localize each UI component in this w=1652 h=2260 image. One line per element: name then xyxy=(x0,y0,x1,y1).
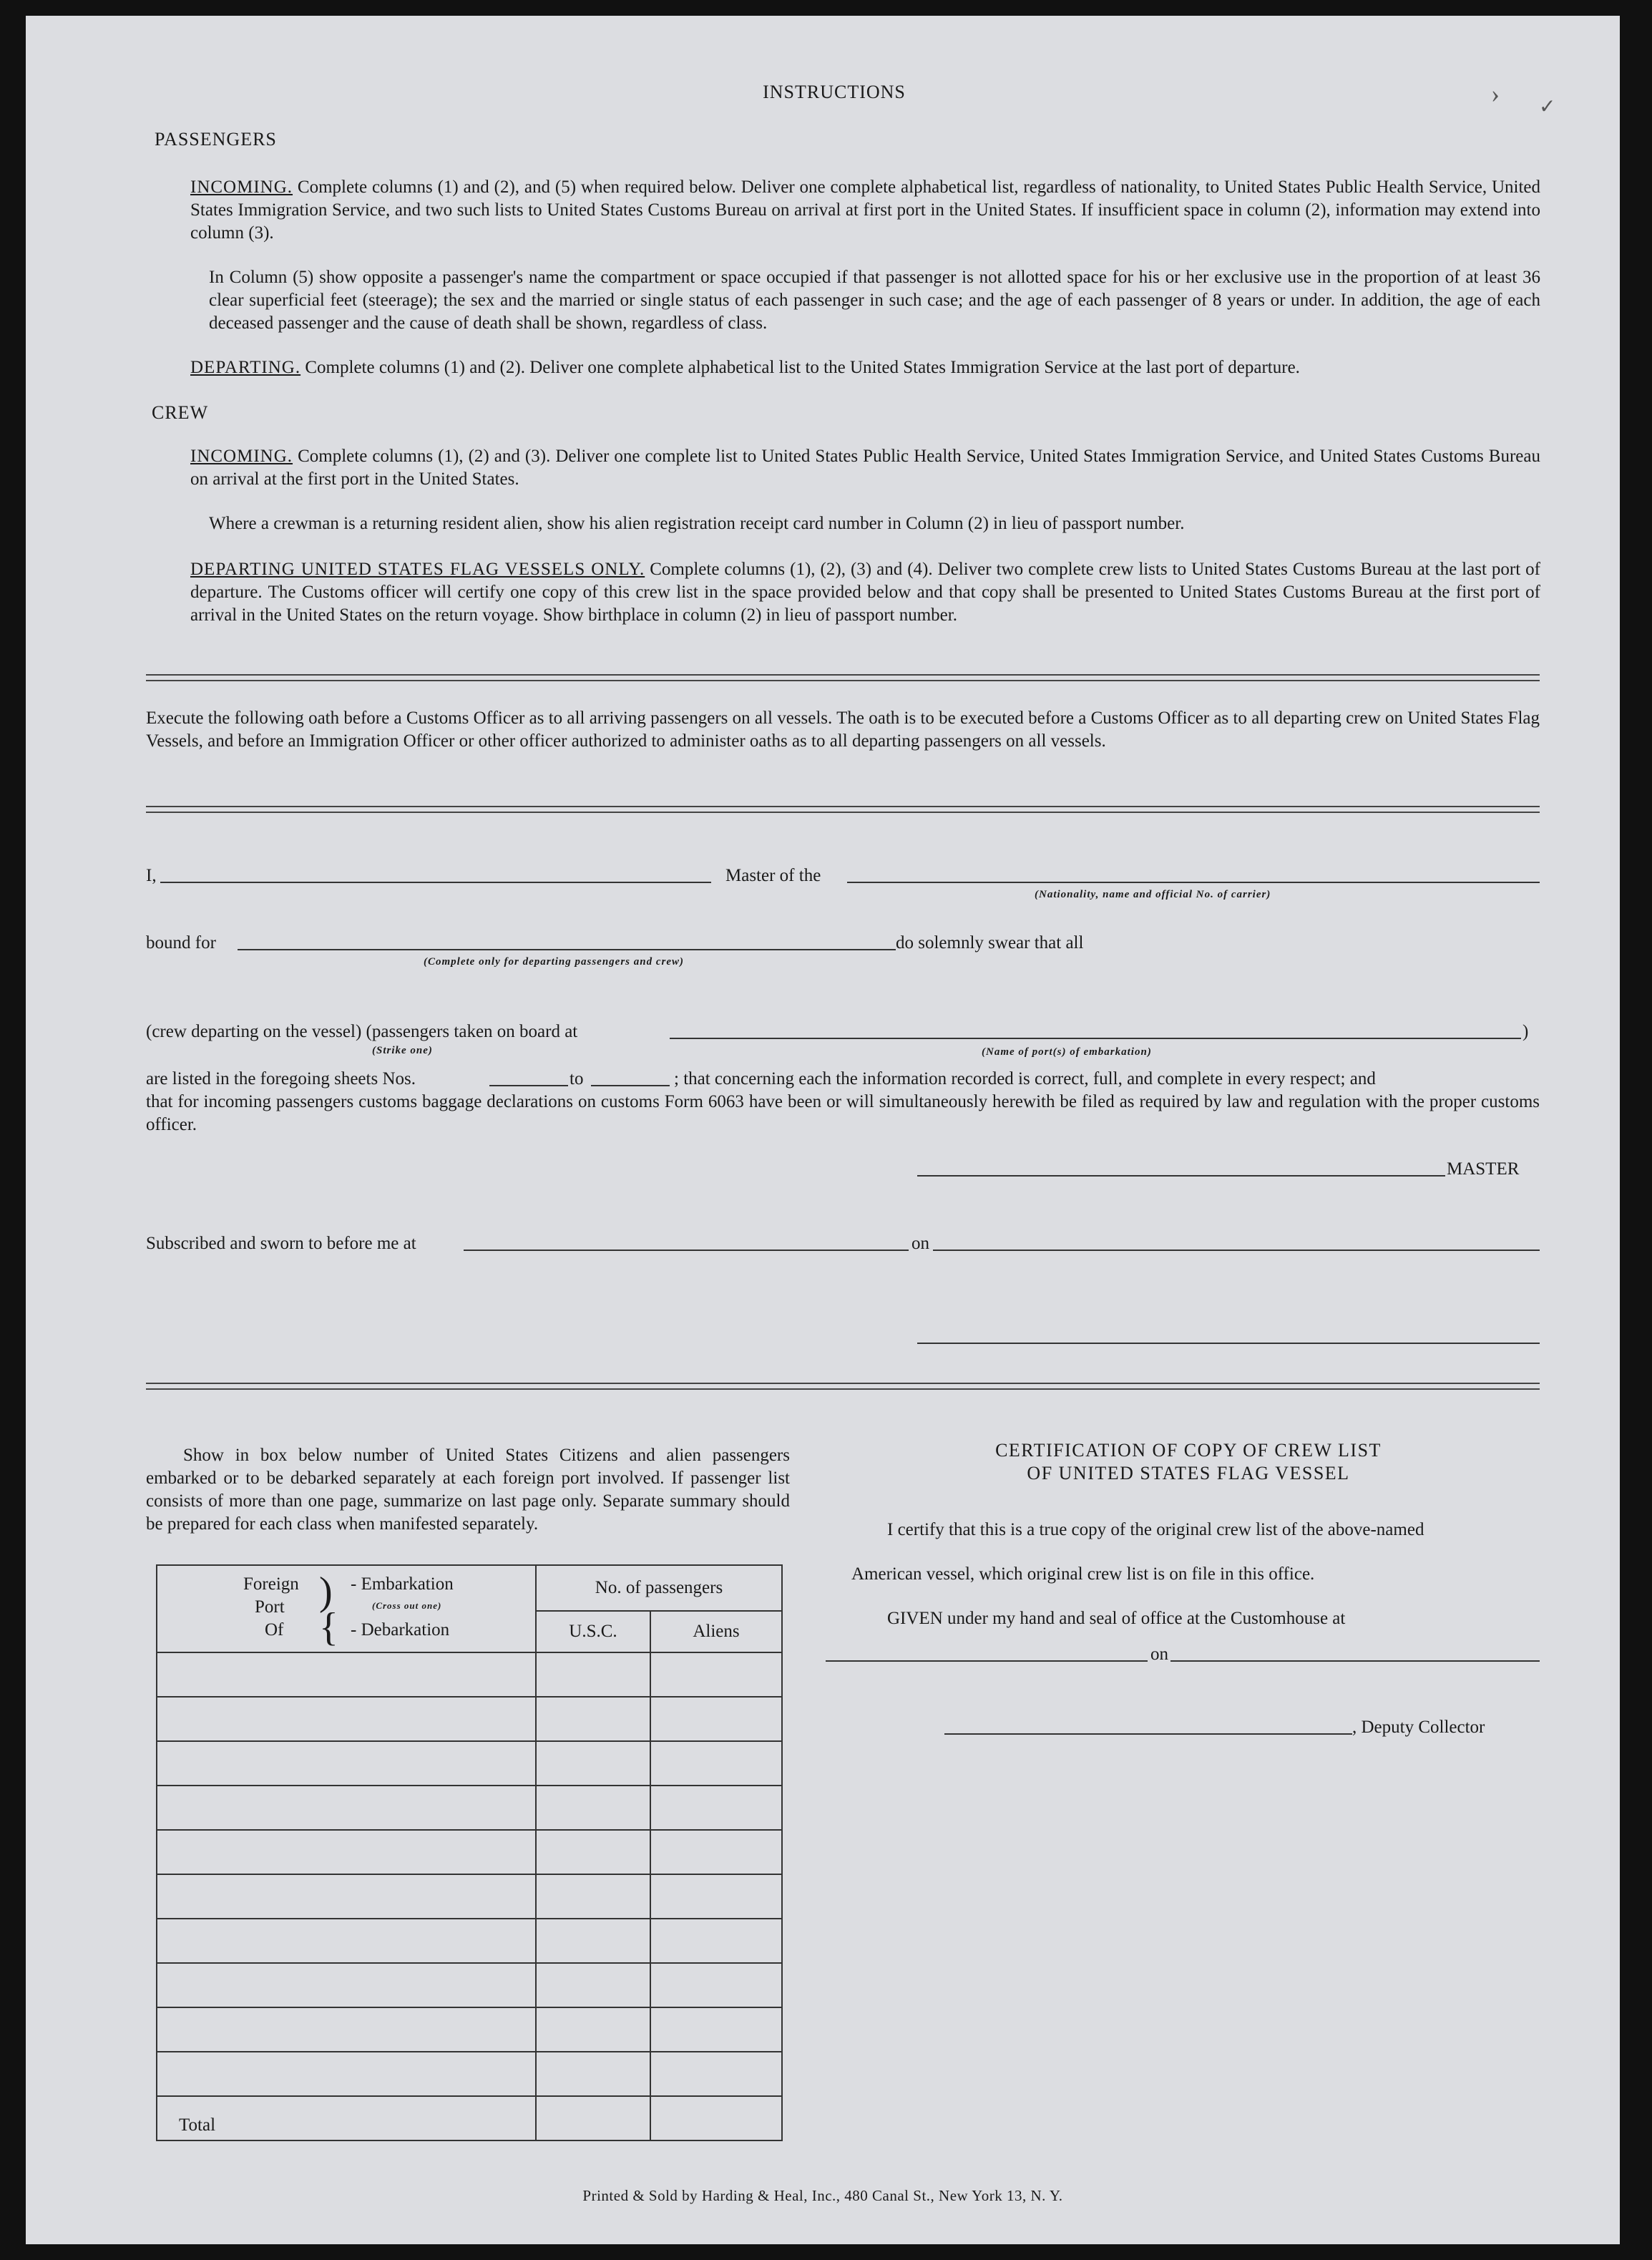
usc-cell[interactable] xyxy=(536,1830,650,1874)
deputy-signature-field[interactable] xyxy=(944,1733,1352,1735)
table-row xyxy=(157,1919,782,1963)
usc-header: U.S.C. xyxy=(536,1611,650,1652)
crew-departing-text: Complete columns (1), (2), (3) and (4). Deliver two complete crew lists to United States Customs Bureau at the last port of departure. The Customs officer will certify one copy of this crew list in the space provided below and that copy shall be presented to United States Customs Bureau at the first port of arrival in the United States on the return voyage. Show birthplace in column (2) in lieu of passport number. xyxy=(190,560,1540,625)
brace-upper: ) xyxy=(319,1569,333,1614)
master-label: MASTER xyxy=(1447,1159,1520,1179)
certify-line-1: I certify that this is a true copy of the original crew list of the above-named xyxy=(887,1520,1424,1539)
port-cell[interactable] xyxy=(157,1786,536,1830)
aliens-cell[interactable] xyxy=(650,1874,782,1919)
table-row xyxy=(157,1874,782,1919)
aliens-cell[interactable] xyxy=(650,1652,782,1697)
port-cell[interactable] xyxy=(157,1963,536,2007)
usc-cell[interactable] xyxy=(536,1741,650,1786)
port-cell[interactable] xyxy=(157,1652,536,1697)
oath-divider xyxy=(146,806,1540,813)
usc-total-cell[interactable] xyxy=(536,2096,650,2140)
customhouse-field[interactable] xyxy=(826,1660,1148,1662)
port-cell[interactable] xyxy=(157,1919,536,1963)
subscribed-date-field[interactable] xyxy=(933,1250,1540,1251)
listed-label: are listed in the foregoing sheets Nos. xyxy=(146,1069,416,1088)
check-mark: ✓ xyxy=(1539,96,1556,118)
port-cell[interactable] xyxy=(157,1874,536,1919)
port-caption: (Name of port(s) of embarkation) xyxy=(982,1046,1152,1058)
total-label: Total xyxy=(157,2096,536,2140)
aliens-total-cell[interactable] xyxy=(650,2096,782,2140)
master-of-label: Master of the xyxy=(725,866,821,885)
certification-title-2: OF UNITED STATES FLAG VESSEL xyxy=(1027,1463,1350,1484)
summary-instructions: Show in box below number of United States Citizens and alien passengers embarked or to be debarked separately at each foreign port involved. If passenger list consists of more than one page, summarize on last page only. Separate summary should be prepared for each class when manifested separately. xyxy=(146,1446,790,1534)
swear-label: do solemnly swear that all xyxy=(896,933,1084,953)
form-sheet xyxy=(26,16,1620,2244)
aliens-cell[interactable] xyxy=(650,1919,782,1963)
deputy-collector-label: , Deputy Collector xyxy=(1352,1718,1485,1737)
officer-signature-field[interactable] xyxy=(917,1343,1540,1344)
bound-caption: (Complete only for departing passengers and crew) xyxy=(424,956,684,968)
sheet-from-field[interactable] xyxy=(489,1085,568,1086)
aliens-cell[interactable] xyxy=(650,2052,782,2096)
aliens-cell[interactable] xyxy=(650,2007,782,2052)
crew-incoming-label: INCOMING. xyxy=(190,447,293,466)
col-foreign: Foreign xyxy=(243,1574,299,1594)
close-paren: ) xyxy=(1523,1022,1529,1041)
sheet-to-field[interactable] xyxy=(591,1085,670,1086)
aliens-cell[interactable] xyxy=(650,1830,782,1874)
passenger-summary-table xyxy=(156,1564,783,2141)
subscribed-place-field[interactable] xyxy=(464,1250,909,1251)
brace-lower: { xyxy=(319,1605,338,1650)
certification-title-1: CERTIFICATION OF COPY OF CREW LIST xyxy=(995,1440,1382,1461)
crew-departing-label: (crew departing on the vessel) (passengers taken on board at xyxy=(146,1022,578,1041)
listed-text-part1: ; that concerning each the information recorded is correct, full, and complete in every respect; and xyxy=(674,1069,1376,1088)
port-cell[interactable] xyxy=(157,1741,536,1786)
passengers-column5-paragraph: In Column (5) show opposite a passenger's name the compartment or space occupied if that passenger is not allotted space for his or her exclusive use in the proportion of at least 36 clear superficial feet (steerage); the sex and the married or single status of each passenger in such case; and the age of each passenger of 8 years or under. In addition, the age of each deceased passenger and the cause of death shall be shown, regardless of class. xyxy=(209,268,1540,333)
col-of: Of xyxy=(265,1620,284,1640)
aliens-cell[interactable] xyxy=(650,1741,782,1786)
certify-line-2: American vessel, which original crew list is on file in this office. xyxy=(851,1564,1315,1584)
debarkation-label: - Debarkation xyxy=(351,1620,450,1640)
table-row xyxy=(157,1697,782,1741)
given-line: GIVEN under my hand and seal of office at the Customhouse at xyxy=(887,1609,1346,1628)
listed-text-part2: that for incoming passengers customs baggage declarations on customs Form 6063 have been or will simultaneously herewith be filed as required by law and regulation with the proper customs officer. xyxy=(146,1092,1540,1134)
cert-on-label: on xyxy=(1150,1645,1168,1664)
passengers-incoming-paragraph xyxy=(190,176,1540,245)
cert-date-field[interactable] xyxy=(1170,1660,1540,1662)
table-row xyxy=(157,1741,782,1786)
aliens-header: Aliens xyxy=(650,1611,782,1652)
master-name-field[interactable] xyxy=(160,882,711,883)
instructions-title: INSTRUCTIONS xyxy=(763,82,906,102)
col-port: Port xyxy=(255,1597,285,1617)
table-row xyxy=(157,1830,782,1874)
port-header-cell xyxy=(157,1565,536,1652)
bound-for-label: bound for xyxy=(146,933,216,953)
corner-mark: › xyxy=(1491,79,1500,108)
oath-intro-paragraph: Execute the following oath before a Customs Officer as to all arriving passengers on all vessels. The oath is to be executed before a Customs Officer as to all departing crew on United States Flag Vessels, and before an Immigration Officer or other officer authorized to administer oaths as to all departing passengers on all vessels. xyxy=(146,708,1540,751)
passengers-heading: PASSENGERS xyxy=(155,129,277,150)
usc-cell[interactable] xyxy=(536,1652,650,1697)
carrier-field[interactable] xyxy=(847,882,1540,883)
table-row xyxy=(157,2052,782,2096)
usc-cell[interactable] xyxy=(536,1874,650,1919)
crew-departing-paragraph xyxy=(190,558,1540,627)
section-divider xyxy=(146,674,1540,681)
usc-cell[interactable] xyxy=(536,1919,650,1963)
crew-incoming-text: Complete columns (1), (2) and (3). Deliver one complete list to United States Public Health Service, United States Immigration Service, and United States Customs Bureau on arrival at the first port in the United States. xyxy=(190,447,1540,489)
oath-i-label: I, xyxy=(146,866,157,885)
usc-cell[interactable] xyxy=(536,1786,650,1830)
subscribed-label: Subscribed and sworn to before me at xyxy=(146,1234,416,1253)
bound-for-field[interactable] xyxy=(238,949,896,950)
passengers-departing-paragraph xyxy=(190,356,1546,379)
table-row xyxy=(157,2007,782,2052)
no-passengers-header: No. of passengers xyxy=(536,1565,782,1611)
usc-cell[interactable] xyxy=(536,2007,650,2052)
embarkation-label: - Embarkation xyxy=(351,1574,454,1594)
cross-out-caption: (Cross out one) xyxy=(372,1600,442,1611)
table-row xyxy=(157,1786,782,1830)
usc-cell[interactable] xyxy=(536,2052,650,2096)
usc-cell[interactable] xyxy=(536,1697,650,1741)
port-cell[interactable] xyxy=(157,1697,536,1741)
listed-to-label: to xyxy=(570,1069,584,1088)
passengers-incoming-text: Complete columns (1) and (2), and (5) when required below. Deliver one complete alphabetical list, regardless of nationality, to United States Public Health Service, United States Immigration Service, and two such lists to United States Customs Bureau on arrival at first port in the United States. If insufficient space in column (2), information may extend into column (3). xyxy=(190,177,1541,243)
port-cell[interactable] xyxy=(157,1830,536,1874)
strike-caption: (Strike one) xyxy=(372,1045,433,1056)
passengers-departing-text: Complete columns (1) and (2). Deliver one complete alphabetical list to the United States Immigration Service at the last port of departure. xyxy=(305,358,1300,377)
crew-resident-paragraph: Where a crewman is a returning resident alien, show his alien registration receipt card number in Column (2) in lieu of passport number. xyxy=(209,514,1185,533)
crew-incoming-paragraph xyxy=(190,445,1540,491)
passengers-incoming-label: INCOMING. xyxy=(190,177,293,197)
nationality-caption: (Nationality, name and official No. of carrier) xyxy=(1035,889,1271,900)
passengers-departing-label: DEPARTING. xyxy=(190,358,301,377)
aliens-cell[interactable] xyxy=(650,1963,782,2007)
port-cell[interactable] xyxy=(157,2052,536,2096)
lower-divider xyxy=(146,1383,1540,1390)
crew-heading: CREW xyxy=(152,402,209,423)
subscribed-on-label: on xyxy=(911,1234,929,1253)
table-row xyxy=(157,1963,782,2007)
aliens-cell[interactable] xyxy=(650,1786,782,1830)
port-cell[interactable] xyxy=(157,2007,536,2052)
aliens-cell[interactable] xyxy=(650,1697,782,1741)
printer-footer: Printed & Sold by Harding & Heal, Inc., 480 Canal St., New York 13, N. Y. xyxy=(582,2187,1063,2204)
master-signature-field[interactable] xyxy=(917,1175,1445,1177)
total-row xyxy=(157,2096,782,2140)
table-row xyxy=(157,1652,782,1697)
port-embarkation-field[interactable] xyxy=(670,1038,1521,1039)
usc-cell[interactable] xyxy=(536,1963,650,2007)
crew-departing-label: DEPARTING UNITED STATES FLAG VESSELS ONLY. xyxy=(190,560,645,579)
